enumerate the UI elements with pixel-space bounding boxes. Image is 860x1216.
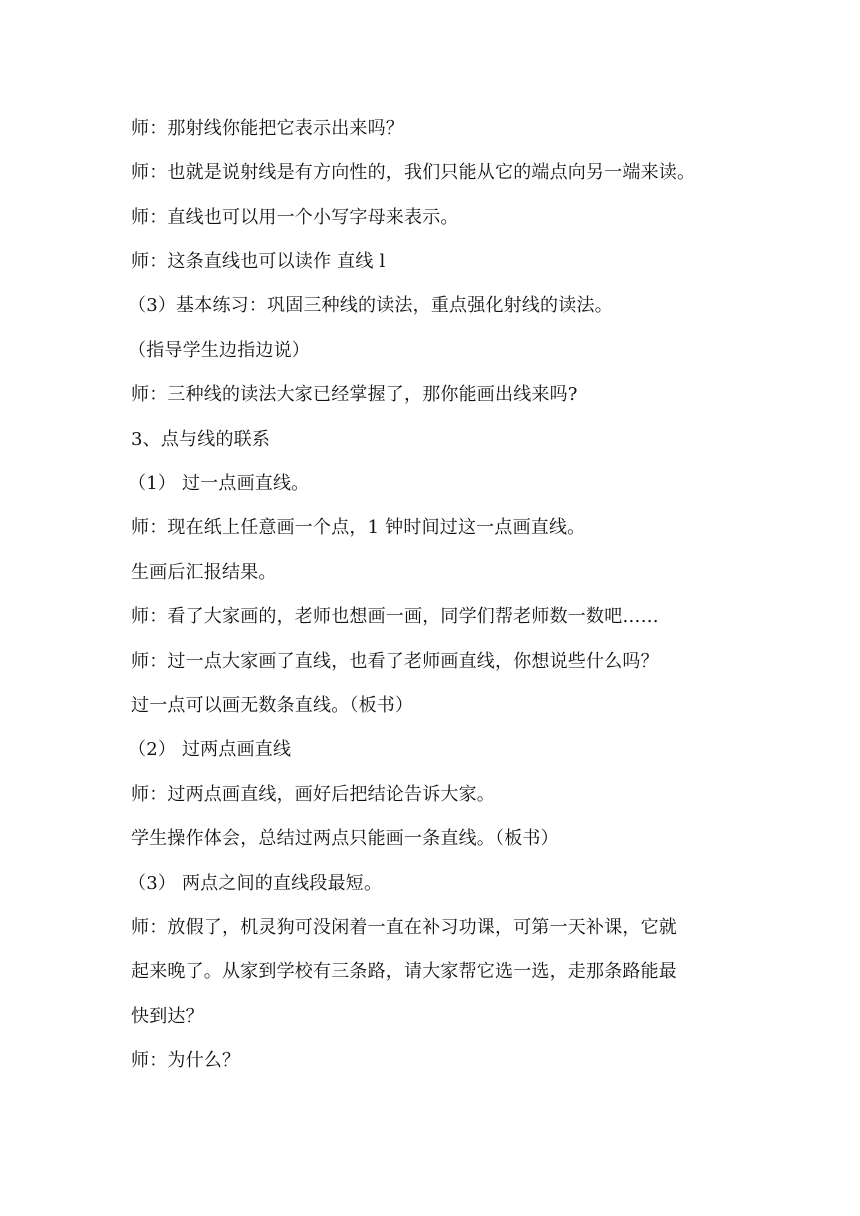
text-line: 师：过两点画直线，画好后把结论告诉大家。 <box>131 784 495 805</box>
text-line: 师：直线也可以用一个小写字母来表示。 <box>131 207 459 228</box>
text-line: 师：现在纸上任意画一个点，1 钟时间过这一点画直线。 <box>131 517 586 538</box>
text-line: 师：过一点大家画了直线，也看了老师画直线，你想说些什么吗？ <box>131 651 659 672</box>
text-line: 师：放假了，机灵狗可没闲着一直在补习功课，可第一天补课，它就 <box>131 917 677 938</box>
text-line: （指导学生边指边说） <box>128 340 310 361</box>
text-line: 学生操作体会，总结过两点只能画一条直线。（板书） <box>131 828 559 849</box>
text-line: （2） 过两点画直线 <box>128 739 292 760</box>
text-line: （3） 两点之间的直线段最短。 <box>128 873 383 894</box>
text-line: 师：看了大家画的，老师也想画一画，同学们帮老师数一数吧…… <box>131 606 659 627</box>
text-line: （1） 过一点画直线。 <box>128 473 310 494</box>
text-line: （3）基本练习：巩固三种线的读法，重点强化射线的读法。 <box>128 295 613 316</box>
text-line: 师：为什么？ <box>131 1050 241 1071</box>
text-line: 师：那射线你能把它表示出来吗？ <box>131 118 404 139</box>
text-line: 过一点可以画无数条直线。（板书） <box>131 695 414 716</box>
text-line: 快到达？ <box>131 1006 204 1027</box>
text-line: 起来晚了。从家到学校有三条路，请大家帮它选一选，走那条路能最 <box>131 961 677 982</box>
section-heading: 3、点与线的联系 <box>131 429 271 450</box>
text-line: 生画后汇报结果。 <box>131 562 277 583</box>
text-line: 师：三种线的读法大家已经掌握了，那你能画出线来吗? <box>131 384 578 405</box>
text-line: 师：也就是说射线是有方向性的，我们只能从它的端点向另一端来读。 <box>131 162 696 183</box>
text-line: 师：这条直线也可以读作 直线 l <box>131 251 386 272</box>
